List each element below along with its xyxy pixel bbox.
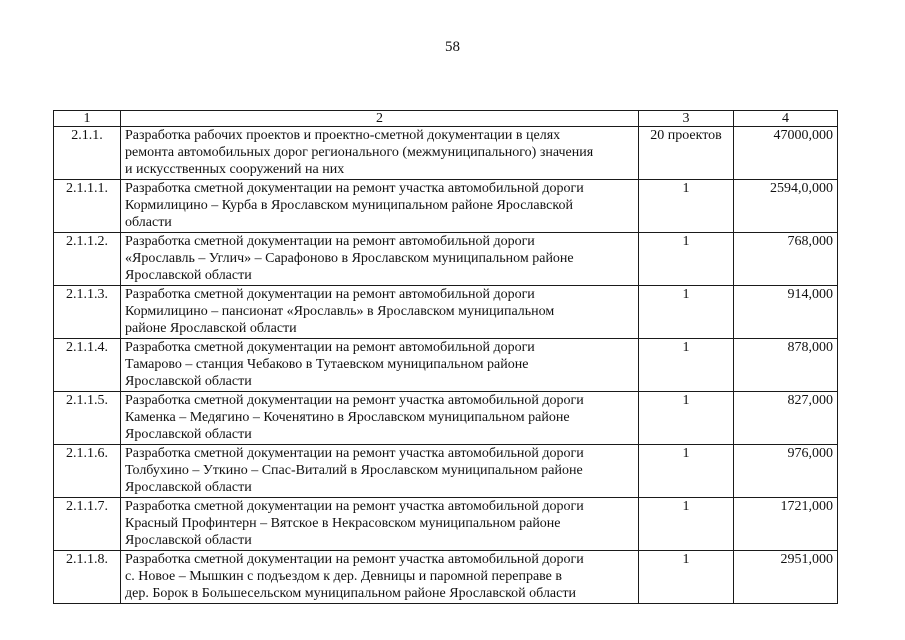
column-header-1: 1 [54,111,121,127]
description-line: Ярославской области [125,480,252,495]
description-line: Разработка сметной документации на ремонт участка автомобильной дороги [125,446,584,461]
item-quantity: 1 [639,392,734,445]
description-line: Каменка – Медягино – Коченятино в Ярославском муниципальном районе [125,410,570,425]
item-amount: 2951,000 [734,551,838,604]
item-number: 2.1.1.7. [54,498,121,551]
column-header-2: 2 [121,111,639,127]
table-row [54,445,838,498]
item-number: 2.1.1.4. [54,339,121,392]
item-quantity: 1 [639,233,734,286]
item-number: 2.1.1.8. [54,551,121,604]
description-line: Красный Профинтерн – Вятское в Некрасовском муниципальном районе [125,516,561,531]
description-line: Кормилицино – пансионат «Ярославль» в Ярославском муниципальном [125,304,555,319]
item-description [121,180,639,233]
description-line: Разработка рабочих проектов и проектно-сметной документации в целях [125,128,561,143]
description-line: районе Ярославской области [125,321,297,336]
item-description [121,286,639,339]
description-line: Разработка сметной документации на ремонт участка автомобильной дороги [125,552,584,567]
item-description [121,551,639,604]
table-row [54,233,838,286]
description-line: ремонта автомобильных дорог регионального (межмуниципального) значения [125,145,594,160]
table-row [54,551,838,604]
description-line: Разработка сметной документации на ремонт автомобильной дороги [125,234,535,249]
item-number: 2.1.1.3. [54,286,121,339]
item-amount: 47000,000 [734,127,838,180]
table-row [54,498,838,551]
budget-table [53,110,838,604]
table-row [54,286,838,339]
item-description [121,233,639,286]
table-row [54,339,838,392]
description-line: и искусственных сооружений на них [125,162,345,177]
item-number: 2.1.1.5. [54,392,121,445]
item-amount: 768,000 [734,233,838,286]
description-line: Тамарово – станция Чебаково в Тутаевском муниципальном районе [125,357,529,372]
item-amount: 878,000 [734,339,838,392]
item-amount: 976,000 [734,445,838,498]
item-number: 2.1.1.1. [54,180,121,233]
description-line: Разработка сметной документации на ремонт автомобильной дороги [125,340,535,355]
item-quantity: 1 [639,498,734,551]
item-quantity: 1 [639,339,734,392]
description-line: Разработка сметной документации на ремонт участка автомобильной дороги [125,499,584,514]
item-description [121,392,639,445]
item-amount: 827,000 [734,392,838,445]
item-quantity: 1 [639,551,734,604]
item-description [121,339,639,392]
description-line: дер. Борок в Большесельском муниципальном районе Ярославской области [125,586,576,601]
description-line: Разработка сметной документации на ремонт участка автомобильной дороги [125,181,584,196]
item-quantity: 1 [639,286,734,339]
table-row [54,127,838,180]
column-header-4: 4 [734,111,838,127]
description-line: Ярославской области [125,268,252,283]
page-number: 58 [445,39,460,55]
table-row [54,392,838,445]
item-amount: 1721,000 [734,498,838,551]
item-number: 2.1.1.2. [54,233,121,286]
item-description [121,445,639,498]
description-line: Кормилицино – Курба в Ярославском муниципальном районе Ярославской [125,198,573,213]
item-amount: 914,000 [734,286,838,339]
item-number: 2.1.1.6. [54,445,121,498]
table-row [54,180,838,233]
item-number: 2.1.1. [54,127,121,180]
description-line: Ярославской области [125,374,252,389]
item-quantity: 1 [639,180,734,233]
description-line: Толбухино – Уткино – Спас-Виталий в Ярославском муниципальном районе [125,463,583,478]
description-line: с. Новое – Мышкин с подъездом к дер. Девницы и паромной переправе в [125,569,563,584]
description-line: Ярославской области [125,427,252,442]
description-line: Разработка сметной документации на ремонт участка автомобильной дороги [125,393,584,408]
item-quantity: 20 проектов [639,127,734,180]
description-line: «Ярославль – Углич» – Сарафоново в Ярославском муниципальном районе [125,251,574,266]
table-header-row [54,111,838,127]
description-line: Ярославской области [125,533,252,548]
column-header-3: 3 [639,111,734,127]
item-description [121,127,639,180]
item-description [121,498,639,551]
item-amount: 2594,0,000 [734,180,838,233]
description-line: области [125,215,172,230]
description-line: Разработка сметной документации на ремонт автомобильной дороги [125,287,535,302]
item-quantity: 1 [639,445,734,498]
